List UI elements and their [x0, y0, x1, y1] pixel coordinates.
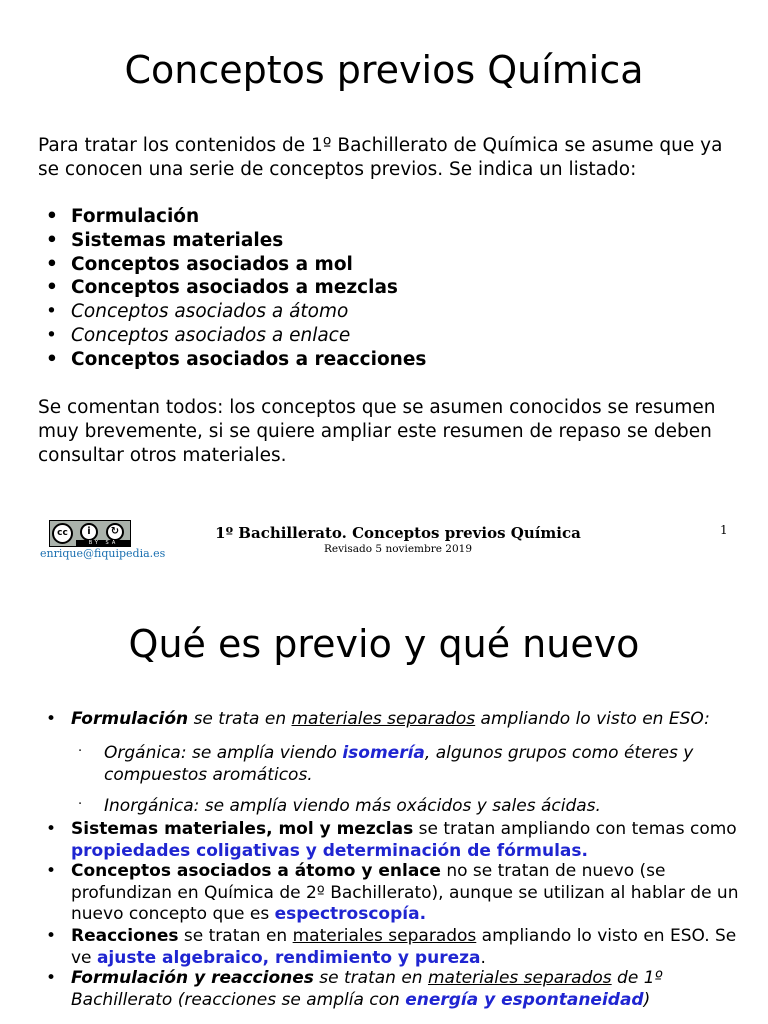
list-item: [44, 300, 426, 324]
item-text: .: [480, 947, 486, 968]
list-item-label: Conceptos asociados a átomo: [71, 301, 349, 323]
page-number: 1: [720, 523, 728, 537]
bullet: •: [46, 709, 57, 729]
outro-paragraph: Se comentan todos: los conceptos que se asumen conocidos se resumen muy brevemente, si se quiere ampliar este resumen de repaso se deben consultar otros materiales.: [38, 397, 716, 466]
list-item-label: Conceptos asociados a mol: [71, 253, 353, 275]
item-strong: Formulación y reacciones: [71, 968, 314, 988]
by-icon: i: [80, 523, 98, 541]
list-item: [44, 276, 426, 300]
list-item-label: Conceptos asociados a reacciones: [71, 348, 427, 370]
sub-item-organica: [44, 743, 744, 786]
list-item: [44, 253, 426, 277]
highlight-text: energía y espontaneidad: [405, 989, 644, 1010]
bullet: •: [46, 926, 57, 946]
list-item-reacciones: [44, 926, 744, 969]
slide-1-title: Conceptos previos Química: [124, 48, 644, 92]
item-text: ampliando lo visto en ESO. Se ve: [71, 926, 737, 968]
item-text: se tratan ampliando con temas como: [413, 819, 737, 839]
sub-item-inorganica: [44, 796, 744, 818]
bullet: •: [46, 819, 57, 839]
item-strong: Reacciones: [71, 926, 179, 946]
list-item: [44, 229, 426, 253]
item-strong: Sistemas materiales, mol y mezclas: [71, 819, 414, 839]
item-strong: Formulación: [71, 709, 189, 729]
slide-2-title: Qué es previo y qué nuevo: [128, 622, 640, 666]
list-item-label: Sistemas materiales: [71, 229, 284, 251]
item-text: Orgánica: se amplía viendo: [104, 743, 343, 763]
sub-bullet: ·: [78, 744, 83, 759]
highlight-text: espectroscopía.: [274, 904, 427, 924]
concepts-list: [44, 205, 426, 372]
item-text: ampliando lo visto en ESO:: [475, 709, 710, 729]
item-text: Inorgánica: se amplía viendo más oxácidos y sales ácidas.: [104, 796, 601, 816]
item-text: ): [643, 989, 651, 1010]
list-item-atomo-enlace: [44, 861, 744, 926]
item-text: , algunos grupos como éteres y compuestos aromáticos.: [104, 743, 694, 785]
slide-2: [0, 600, 768, 1024]
highlight-text: isomería: [342, 743, 425, 763]
item-strong: Conceptos asociados a átomo y enlace: [71, 861, 441, 881]
sub-bullet: ·: [78, 797, 83, 812]
highlight-text: ajuste algebraico, rendimiento y pureza: [96, 947, 481, 968]
list-item-label: Formulación: [71, 206, 200, 227]
footer-title: 1º Bachillerato. Conceptos previos Química: [215, 524, 581, 542]
list-item: [44, 205, 426, 229]
intro-paragraph: Para tratar los contenidos de 1º Bachillerato de Química se asume que ya se conocen una serie de conceptos previos. Se indica un listado:: [38, 135, 723, 180]
item-text: de 1º Bachillerato (reacciones se amplía con: [71, 968, 663, 1010]
item-text: se trata en: [188, 709, 292, 729]
bullet: •: [46, 861, 57, 881]
underlined-text: materiales separados: [291, 709, 476, 729]
sa-icon: ↻: [106, 523, 124, 541]
item-text: no se tratan de nuevo (se profundizan en Química de 2º Bachillerato), aunque se utilizan al hablar de un nuevo concepto que es: [71, 861, 739, 924]
list-item-sistemas: [44, 819, 744, 862]
list-item-label: Conceptos asociados a mezclas: [71, 277, 398, 299]
list-item-formulacion-reacciones: [44, 968, 744, 1011]
highlight-text: propiedades coligativas y determinación de fórmulas.: [71, 840, 588, 861]
license-strip: BY SA: [76, 540, 131, 546]
item-text: se tratan en: [178, 926, 293, 946]
author-email-link[interactable]: enrique@fiquipedia.es: [40, 547, 166, 560]
list-item-formulacion: [44, 709, 744, 731]
list-item-label: Conceptos asociados a enlace: [71, 324, 351, 346]
cc-icon: cc: [52, 523, 73, 544]
underlined-text: materiales separados: [427, 968, 612, 988]
footer-revised: Revisado 5 noviembre 2019: [323, 543, 472, 555]
list-item: [44, 324, 426, 348]
item-text: se tratan en: [313, 968, 428, 988]
list-item: [44, 348, 426, 372]
underlined-text: materiales separados: [292, 926, 477, 946]
bullet: •: [46, 968, 57, 988]
